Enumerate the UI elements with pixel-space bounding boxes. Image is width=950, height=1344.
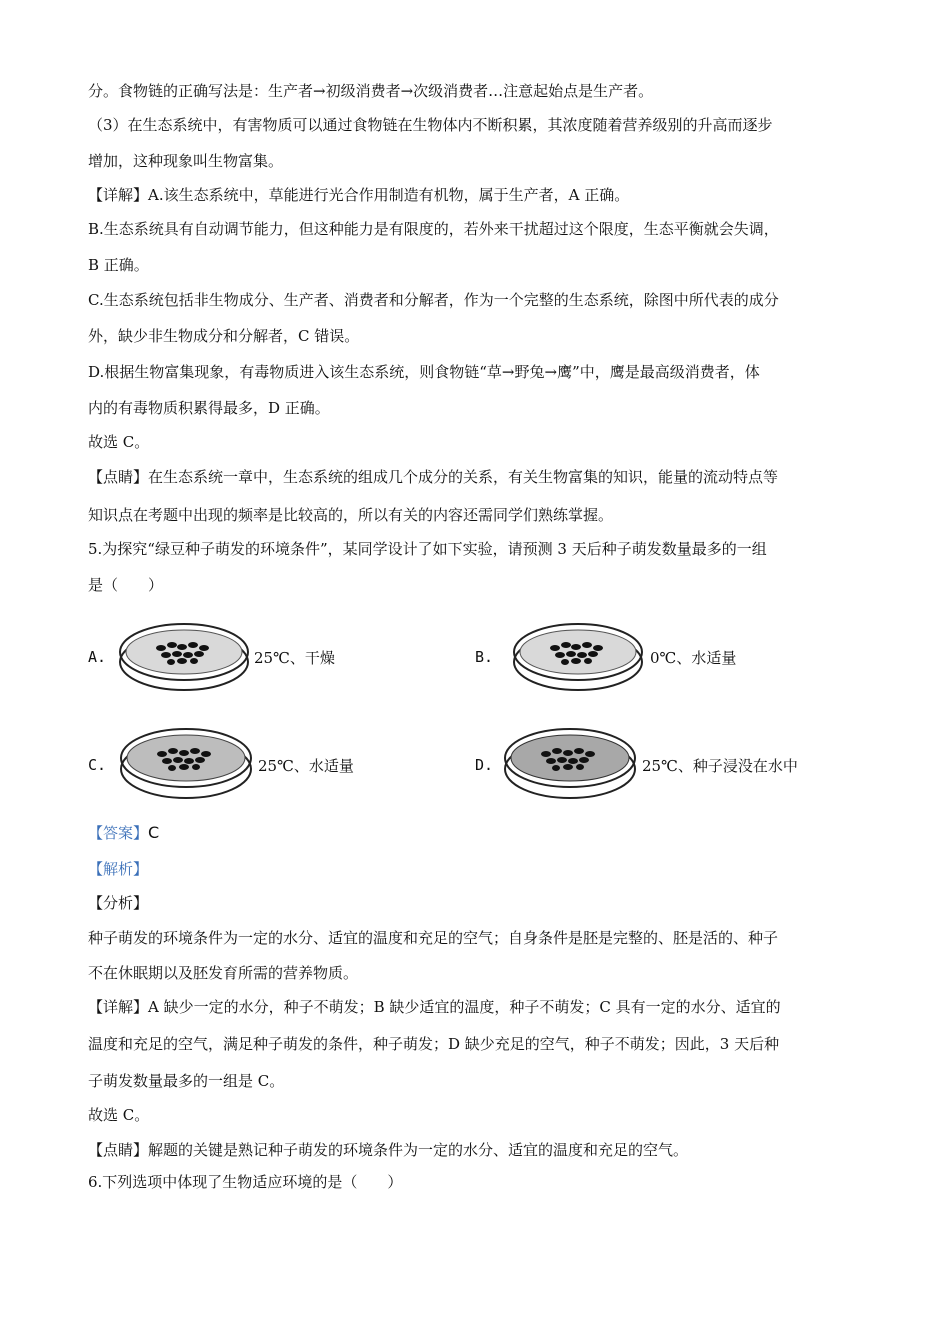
analysis-line-2: 不在休眠期以及胚发育所需的营养物质。 bbox=[88, 964, 359, 982]
detail-line-3: 子萌发数量最多的一组是 C。 bbox=[88, 1072, 285, 1090]
text-line-12: 【点睛】在生态系统一章中，生态系统的组成几个成分的关系，有关生物富集的知识，能量的流动特点等 bbox=[88, 468, 779, 486]
answer-line bbox=[88, 823, 159, 843]
jiexi-heading: 【解析】 bbox=[88, 860, 149, 878]
question-5-stem: 5.为探究“绿豆种子萌发的环境条件”，某同学设计了如下实验，请预测 3 天后种子萌发数量最多的一组 bbox=[88, 540, 767, 558]
option-b-label: B. bbox=[475, 648, 494, 666]
petri-dish-d-icon bbox=[500, 718, 642, 802]
text-line-8: 外，缺少非生物成分和分解者，C 错误。 bbox=[88, 327, 360, 345]
option-d-label: D. bbox=[475, 756, 494, 774]
text-line-6: B 正确。 bbox=[88, 256, 149, 274]
option-c-text: 25℃、水适量 bbox=[258, 757, 354, 775]
option-b-text: 0℃、水适量 bbox=[650, 649, 737, 667]
question-6-stem: 6.下列选项中体现了生物适应环境的是（ ） bbox=[88, 1173, 403, 1191]
choice-line: 故选 C。 bbox=[88, 1106, 150, 1124]
text-line-13: 知识点在考题中出现的频率是比较高的，所以有关的内容还需同学们熟练掌握。 bbox=[88, 506, 614, 524]
text-line-1: 分。食物链的正确写法是：生产者→初级消费者→次级消费者…注意起始点是生产者。 bbox=[88, 82, 654, 100]
petri-dish-a-icon bbox=[116, 612, 256, 694]
answer-tag: 【答案】 bbox=[88, 824, 149, 842]
analysis-line-1: 种子萌发的环境条件为一定的水分、适宜的温度和充足的空气；自身条件是胚是完整的、胚是活的、种子 bbox=[88, 929, 779, 947]
answer-value: C bbox=[148, 823, 160, 842]
option-a-text: 25℃、干燥 bbox=[254, 649, 335, 667]
petri-dish-c-icon bbox=[116, 718, 258, 802]
text-line-10: 内的有毒物质积累得最多，D 正确。 bbox=[88, 399, 330, 417]
question-5-stem-end: 是（ ） bbox=[88, 576, 164, 594]
text-line-9: D.根据生物富集现象，有毒物质进入该生态系统，则食物链“草→野兔→鹰”中，鹰是最高级消费者，体 bbox=[88, 363, 760, 381]
text-line-2: （3）在生态系统中，有害物质可以通过食物链在生物体内不断积累，其浓度随着营养级别的升高而逐步 bbox=[88, 116, 773, 134]
tip-line: 【点睛】解题的关键是熟记种子萌发的环境条件为一定的水分、适宜的温度和充足的空气。 bbox=[88, 1141, 689, 1159]
petri-dish-b-icon bbox=[508, 612, 648, 694]
text-line-4: 【详解】A.该生态系统中，草能进行光合作用制造有机物，属于生产者，A 正确。 bbox=[88, 186, 630, 204]
text-line-5: B.生态系统具有自动调节能力，但这种能力是有限度的，若外来干扰超过这个限度，生态平衡就会失调， bbox=[88, 220, 779, 238]
analysis-heading: 【分析】 bbox=[88, 894, 149, 912]
text-line-7: C.生态系统包括非生物成分、生产者、消费者和分解者，作为一个完整的生态系统，除图中所代表的成分 bbox=[88, 291, 779, 309]
option-c-label: C. bbox=[88, 756, 107, 774]
detail-line-1: 【详解】A 缺少一定的水分，种子不萌发；B 缺少适宜的温度，种子不萌发；C 具有一定的水分、适宜的 bbox=[88, 998, 781, 1016]
option-a-label: A. bbox=[88, 648, 107, 666]
text-line-3: 增加，这种现象叫生物富集。 bbox=[88, 152, 284, 170]
detail-line-2: 温度和充足的空气，满足种子萌发的条件，种子萌发；D 缺少充足的空气，种子不萌发；因此，3 天后种 bbox=[88, 1035, 780, 1053]
option-d-text: 25℃、种子浸没在水中 bbox=[642, 757, 798, 775]
text-line-11: 故选 C。 bbox=[88, 433, 150, 451]
